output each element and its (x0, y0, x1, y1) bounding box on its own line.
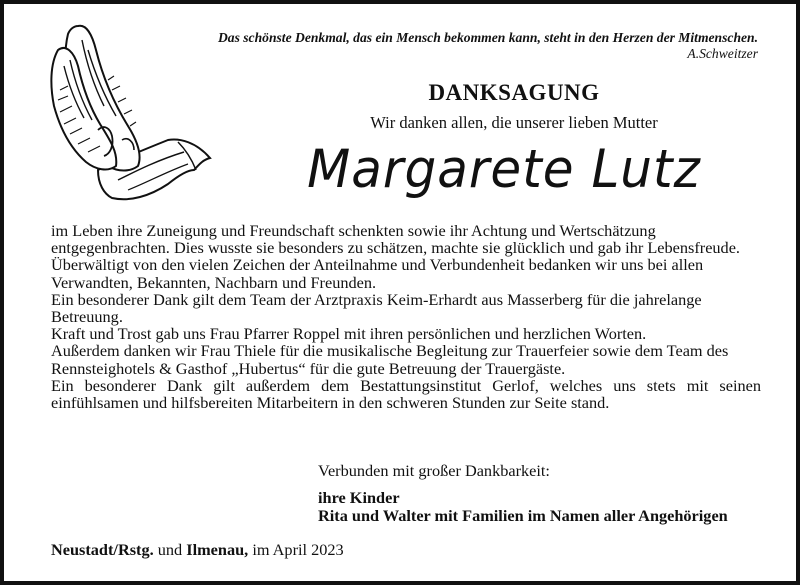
paragraph: Kraft und Trost gab uns Frau Pfarrer Roppel mit ihren persönlichen und herzlichen Worten. (51, 324, 647, 344)
closing-thanks: Verbunden mit großer Dankbarkeit: (318, 461, 550, 480)
signature-line-1: ihre Kinder (318, 488, 400, 507)
closing-block (318, 462, 768, 525)
notice-title: DANKSAGUNG (428, 80, 600, 105)
paragraph: Ein besonderer Dank gilt dem Team der Arztpraxis Keim-Erhardt aus Masserberg für die jahrelange Betreuung. (51, 289, 702, 327)
conjunction: und (157, 540, 183, 559)
notice-subtitle: Wir danken allen, die unserer lieben Mutter (370, 113, 658, 132)
quote-author: A.Schweitzer (687, 46, 758, 61)
deceased-name: Margarete Lutz (307, 138, 701, 200)
paragraph: im Leben ihre Zuneigung und Freundschaft schenkten sowie ihr Achtung und Wertschätzung entgegenbrachten. Dies wusste sie besonders zu schätzen, machte sie glücklich und gab ihr Lebensfreude. (51, 221, 740, 258)
epigraph-quote (138, 30, 758, 62)
signature-line-2: Rita und Walter mit Familien im Namen aller Angehörigen (318, 506, 728, 525)
place-date-line (51, 540, 551, 560)
place-2: Ilmenau, (186, 540, 249, 559)
paragraph: Ein besonderer Dank gilt außerdem dem Bestattungsinstitut Gerlof, welches uns stets mit seinen einfühlsamen und hilfsbereiten Mitarbeitern in den schweren Stunden zur Seite stand. (51, 375, 761, 413)
paragraph: Außerdem danken wir Frau Thiele für die musikalische Begleitung zur Trauerfeier sowie dem Team des Rennsteighotels & Gasthof „Hubertus“ für die gute Betreuung der Trauergäste. (51, 341, 729, 378)
thanks-text (51, 222, 761, 411)
date: im April 2023 (252, 540, 344, 559)
quote-text: Das schönste Denkmal, das ein Mensch bekommen kann, steht in den Herzen der Mitmenschen. (217, 30, 758, 45)
paragraph: Überwältigt von den vielen Zeichen der Anteilnahme und Verbundenheit bedanken wir uns bei allen Verwandten, Bekannten, Nachbarn und Freunden. (51, 255, 704, 292)
place-1: Neustadt/Rstg. (51, 540, 154, 559)
